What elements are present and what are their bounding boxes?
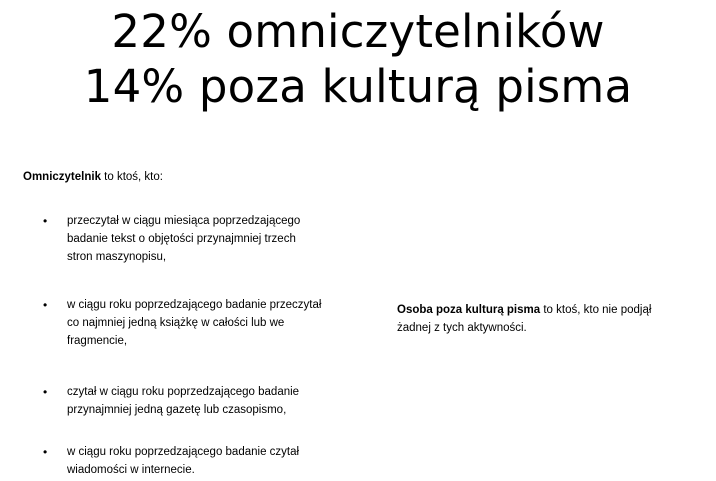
omniczytelnik-intro [23,170,163,185]
definition-rest: to ktoś, kto nie podjął [540,304,652,316]
headline-line-poza-kultura: 14% poza kulturą pisma [83,60,633,113]
definition-line [397,304,651,316]
criteria-line: co najmniej jedną książkę w całości lub we [67,317,285,329]
bullet-icon: • [43,214,48,228]
definition-line: żadnej z tych aktywności. [397,322,527,334]
criteria-item [40,383,360,443]
criteria-line: badanie tekst o objętości przynajmniej trzech [67,233,296,245]
headline-line-omniczytelnicy: 22% omniczytelników [111,5,605,58]
criteria-line: stron maszynopisu, [67,251,167,263]
criteria-item [40,212,360,296]
criteria-line: przeczytał w ciągu miesiąca poprzedzającego [67,215,301,227]
criteria-list [40,212,360,479]
poza-kultura-definition [397,301,697,337]
criteria-line: fragmencie, [67,335,128,347]
omniczytelnik-term: Omniczytelnik [23,171,101,183]
criteria-line: w ciągu roku poprzedzającego badanie przeczytał [67,299,322,311]
criteria-item [40,296,360,383]
bullet-icon: • [43,298,48,312]
criteria-line: przynajmniej jedną gazetę lub czasopismo, [67,404,287,416]
poza-kultura-term: Osoba poza kulturą pisma [397,304,541,316]
criteria-line: czytał w ciągu roku poprzedzającego badanie [67,386,300,398]
criteria-item [40,443,360,479]
headline [0,4,716,114]
bullet-icon: • [43,385,48,399]
criteria-line: wiadomości w internecie. [67,464,195,476]
bullet-icon: • [43,445,48,459]
criteria-line: w ciągu roku poprzedzającego badanie czytał [67,446,300,458]
omniczytelnik-intro-rest: to ktoś, kto: [100,171,163,183]
